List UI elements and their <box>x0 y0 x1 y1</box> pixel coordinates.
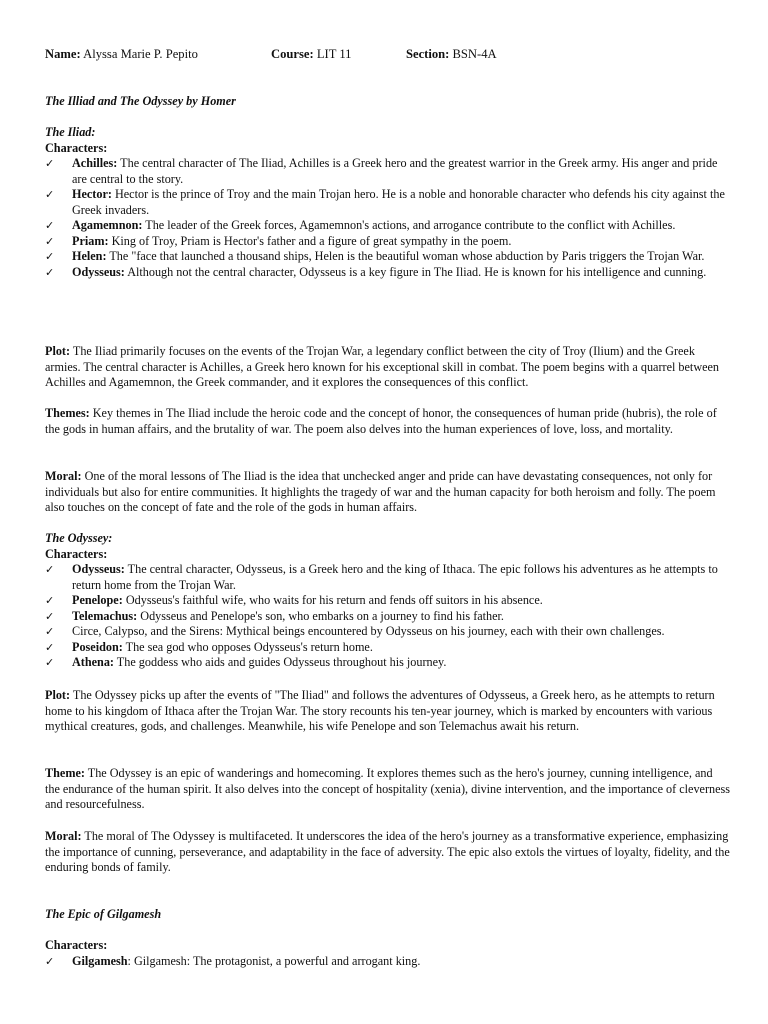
list-item <box>45 655 730 671</box>
character-name: Gilgamesh <box>72 954 128 968</box>
character-name: Hector: <box>72 187 112 201</box>
list-item <box>45 640 730 656</box>
plot-text: The Odyssey picks up after the events of "The Iliad" and follows the adventures of Odysseus, a Greek hero, as he attempts to return home to his kingdom of Ithaca after the Trojan War. The story recounts his ten-year journey, which is marked by encounters with various mythical creatures, gods, and challenges. Meanwhile, his wife Penelope and son Telemachus await his return. <box>45 688 715 733</box>
list-item <box>45 249 730 265</box>
iliad-heading: The Iliad: <box>45 125 96 139</box>
checkmark-icon: ✓ <box>45 656 55 669</box>
course-value: LIT 11 <box>316 47 352 61</box>
character-desc: The "face that launched a thousand ships, Helen is the beautiful woman whose abduction by Paris triggers the Trojan War. <box>106 249 705 263</box>
odyssey-character-list <box>45 562 730 671</box>
checkmark-icon: ✓ <box>45 219 55 232</box>
list-item <box>45 609 730 625</box>
character-name: Odysseus: <box>72 264 125 279</box>
theme-label: Theme: <box>45 766 85 780</box>
iliad-themes <box>45 406 730 437</box>
list-item <box>45 562 730 593</box>
gilgamesh-characters-heading: Characters: <box>45 938 108 952</box>
list-item <box>45 954 730 970</box>
plot-label: Plot: <box>45 344 71 358</box>
moral-label: Moral: <box>45 829 82 843</box>
list-item <box>45 265 730 281</box>
iliad-moral <box>45 469 730 516</box>
checkmark-icon: ✓ <box>45 594 55 607</box>
odyssey-characters-heading: Characters: <box>45 547 108 561</box>
list-item <box>45 593 730 609</box>
course-label: Course: <box>271 47 314 61</box>
character-desc: : Gilgamesh: The protagonist, a powerful and arrogant king. <box>127 954 421 968</box>
odyssey-moral <box>45 829 730 876</box>
checkmark-icon: ✓ <box>45 609 55 623</box>
section-label: Section: <box>406 47 450 61</box>
character-desc: Hector is the prince of Troy and the main Trojan hero. He is a noble and honorable character who defends his city against the Greek invaders. <box>72 187 725 217</box>
iliad-character-list <box>45 156 730 280</box>
checkmark-icon: ✓ <box>45 955 55 968</box>
character-desc: Odysseus and Penelope's son, who embarks on a journey to find his father. <box>137 608 504 623</box>
character-desc: Circe, Calypso, and the Sirens: Mythical beings encountered by Odysseus on his journey, each with their own challenges. <box>72 624 665 638</box>
character-name: Helen: <box>72 249 107 263</box>
gilgamesh-character-list <box>45 954 730 970</box>
course-field <box>271 47 351 63</box>
list-item <box>45 234 730 250</box>
list-item <box>45 187 730 218</box>
checkmark-icon: ✓ <box>45 250 55 263</box>
character-desc: The sea god who opposes Odysseus's return home. <box>122 639 373 654</box>
theme-text: The Odyssey is an epic of wanderings and homecoming. It explores themes such as the hero's journey, cunning intelligence, and the endurance of the human spirit. It also delves into the concept of hospitality (xenia), divine intervention, and the importance of cleverness and resourcefulness. <box>45 766 730 811</box>
checkmark-icon: ✓ <box>45 265 55 279</box>
odyssey-heading: The Odyssey: <box>45 531 113 545</box>
themes-text: Key themes in The Iliad include the heroic code and the concept of honor, the consequences of human pride (hubris), the role of the gods in human affairs, and the brutality of war. The poem also delves into the human experiences of love, loss, and mortality. <box>45 406 717 436</box>
gilgamesh-heading: The Epic of Gilgamesh <box>45 907 162 921</box>
character-name: Telemachus: <box>72 608 138 623</box>
character-desc: The leader of the Greek forces, Agamemnon's actions, and arrogance contribute to the conflict with Achilles. <box>142 218 676 232</box>
odyssey-plot <box>45 688 730 735</box>
plot-label: Plot: <box>45 688 71 702</box>
checkmark-icon: ✓ <box>45 188 55 201</box>
character-name: Poseidon: <box>72 639 123 654</box>
character-name: Achilles: <box>72 156 118 170</box>
list-item <box>45 624 730 640</box>
name-label: Name: <box>45 47 81 61</box>
name-field <box>45 47 198 63</box>
checkmark-icon: ✓ <box>45 640 55 654</box>
character-name: Agamemnon: <box>72 218 143 232</box>
odyssey-theme <box>45 766 730 813</box>
character-desc: The central character of The Iliad, Achilles is a Greek hero and the greatest warrior in the Greek army. His anger and pride are central to the story. <box>72 156 718 186</box>
moral-text: One of the moral lessons of The Iliad is the idea that unchecked anger and pride can have devastating consequences, not only for individuals but also for entire communities. It highlights the tragedy of war and the human capacity for both heroism and folly. The poem also touches on the concept of fate and the role of the gods in human affairs. <box>45 469 716 514</box>
moral-text: The moral of The Odyssey is multifaceted. It underscores the idea of the hero's journey as a transformative experience, emphasizing the importance of cunning, perseverance, and adaptability in the face of adversity. The epic also extols the virtues of loyalty, fidelity, and the enduring bonds of family. <box>45 829 730 874</box>
plot-text: The Iliad primarily focuses on the events of the Trojan War, a legendary conflict between the city of Troy (Ilium) and the Greek armies. The central character is Achilles, a Greek hero known for his exceptional skill in combat. The poem begins with a quarrel between Achilles and Agamemnon, the Greek commander, and it explores the consequences of this conflict. <box>45 344 720 389</box>
list-item <box>45 156 730 187</box>
section-value: BSN-4A <box>452 47 497 61</box>
character-desc: The central character, Odysseus, is a Greek hero and the king of Ithaca. The epic follows his adventures as he attempts to return home from the Trojan War. <box>72 562 718 592</box>
character-name: Odysseus: <box>72 562 125 576</box>
checkmark-icon: ✓ <box>45 563 55 576</box>
iliad-plot <box>45 344 730 391</box>
character-name: Priam: <box>72 233 109 248</box>
character-desc: King of Troy, Priam is Hector's father and a figure of great sympathy in the poem. <box>108 233 512 248</box>
character-name: Penelope: <box>72 593 123 607</box>
character-desc: Although not the central character, Odysseus is a key figure in The Iliad. He is known for his intelligence and cunning. <box>124 264 707 279</box>
iliad-characters-heading: Characters: <box>45 141 108 155</box>
themes-label: Themes: <box>45 406 90 420</box>
checkmark-icon: ✓ <box>45 234 55 248</box>
list-item <box>45 218 730 234</box>
moral-label: Moral: <box>45 469 82 483</box>
checkmark-icon: ✓ <box>45 157 55 170</box>
character-name: Athena: <box>72 655 114 669</box>
character-desc: The goddess who aids and guides Odysseus throughout his journey. <box>113 655 447 669</box>
section-field <box>406 47 497 63</box>
document-title: The Illiad and The Odyssey by Homer <box>45 94 236 108</box>
name-value: Alyssa Marie P. Pepito <box>83 47 198 61</box>
character-desc: Odysseus's faithful wife, who waits for his return and fends off suitors in his absence. <box>122 593 543 607</box>
checkmark-icon: ✓ <box>45 625 55 638</box>
